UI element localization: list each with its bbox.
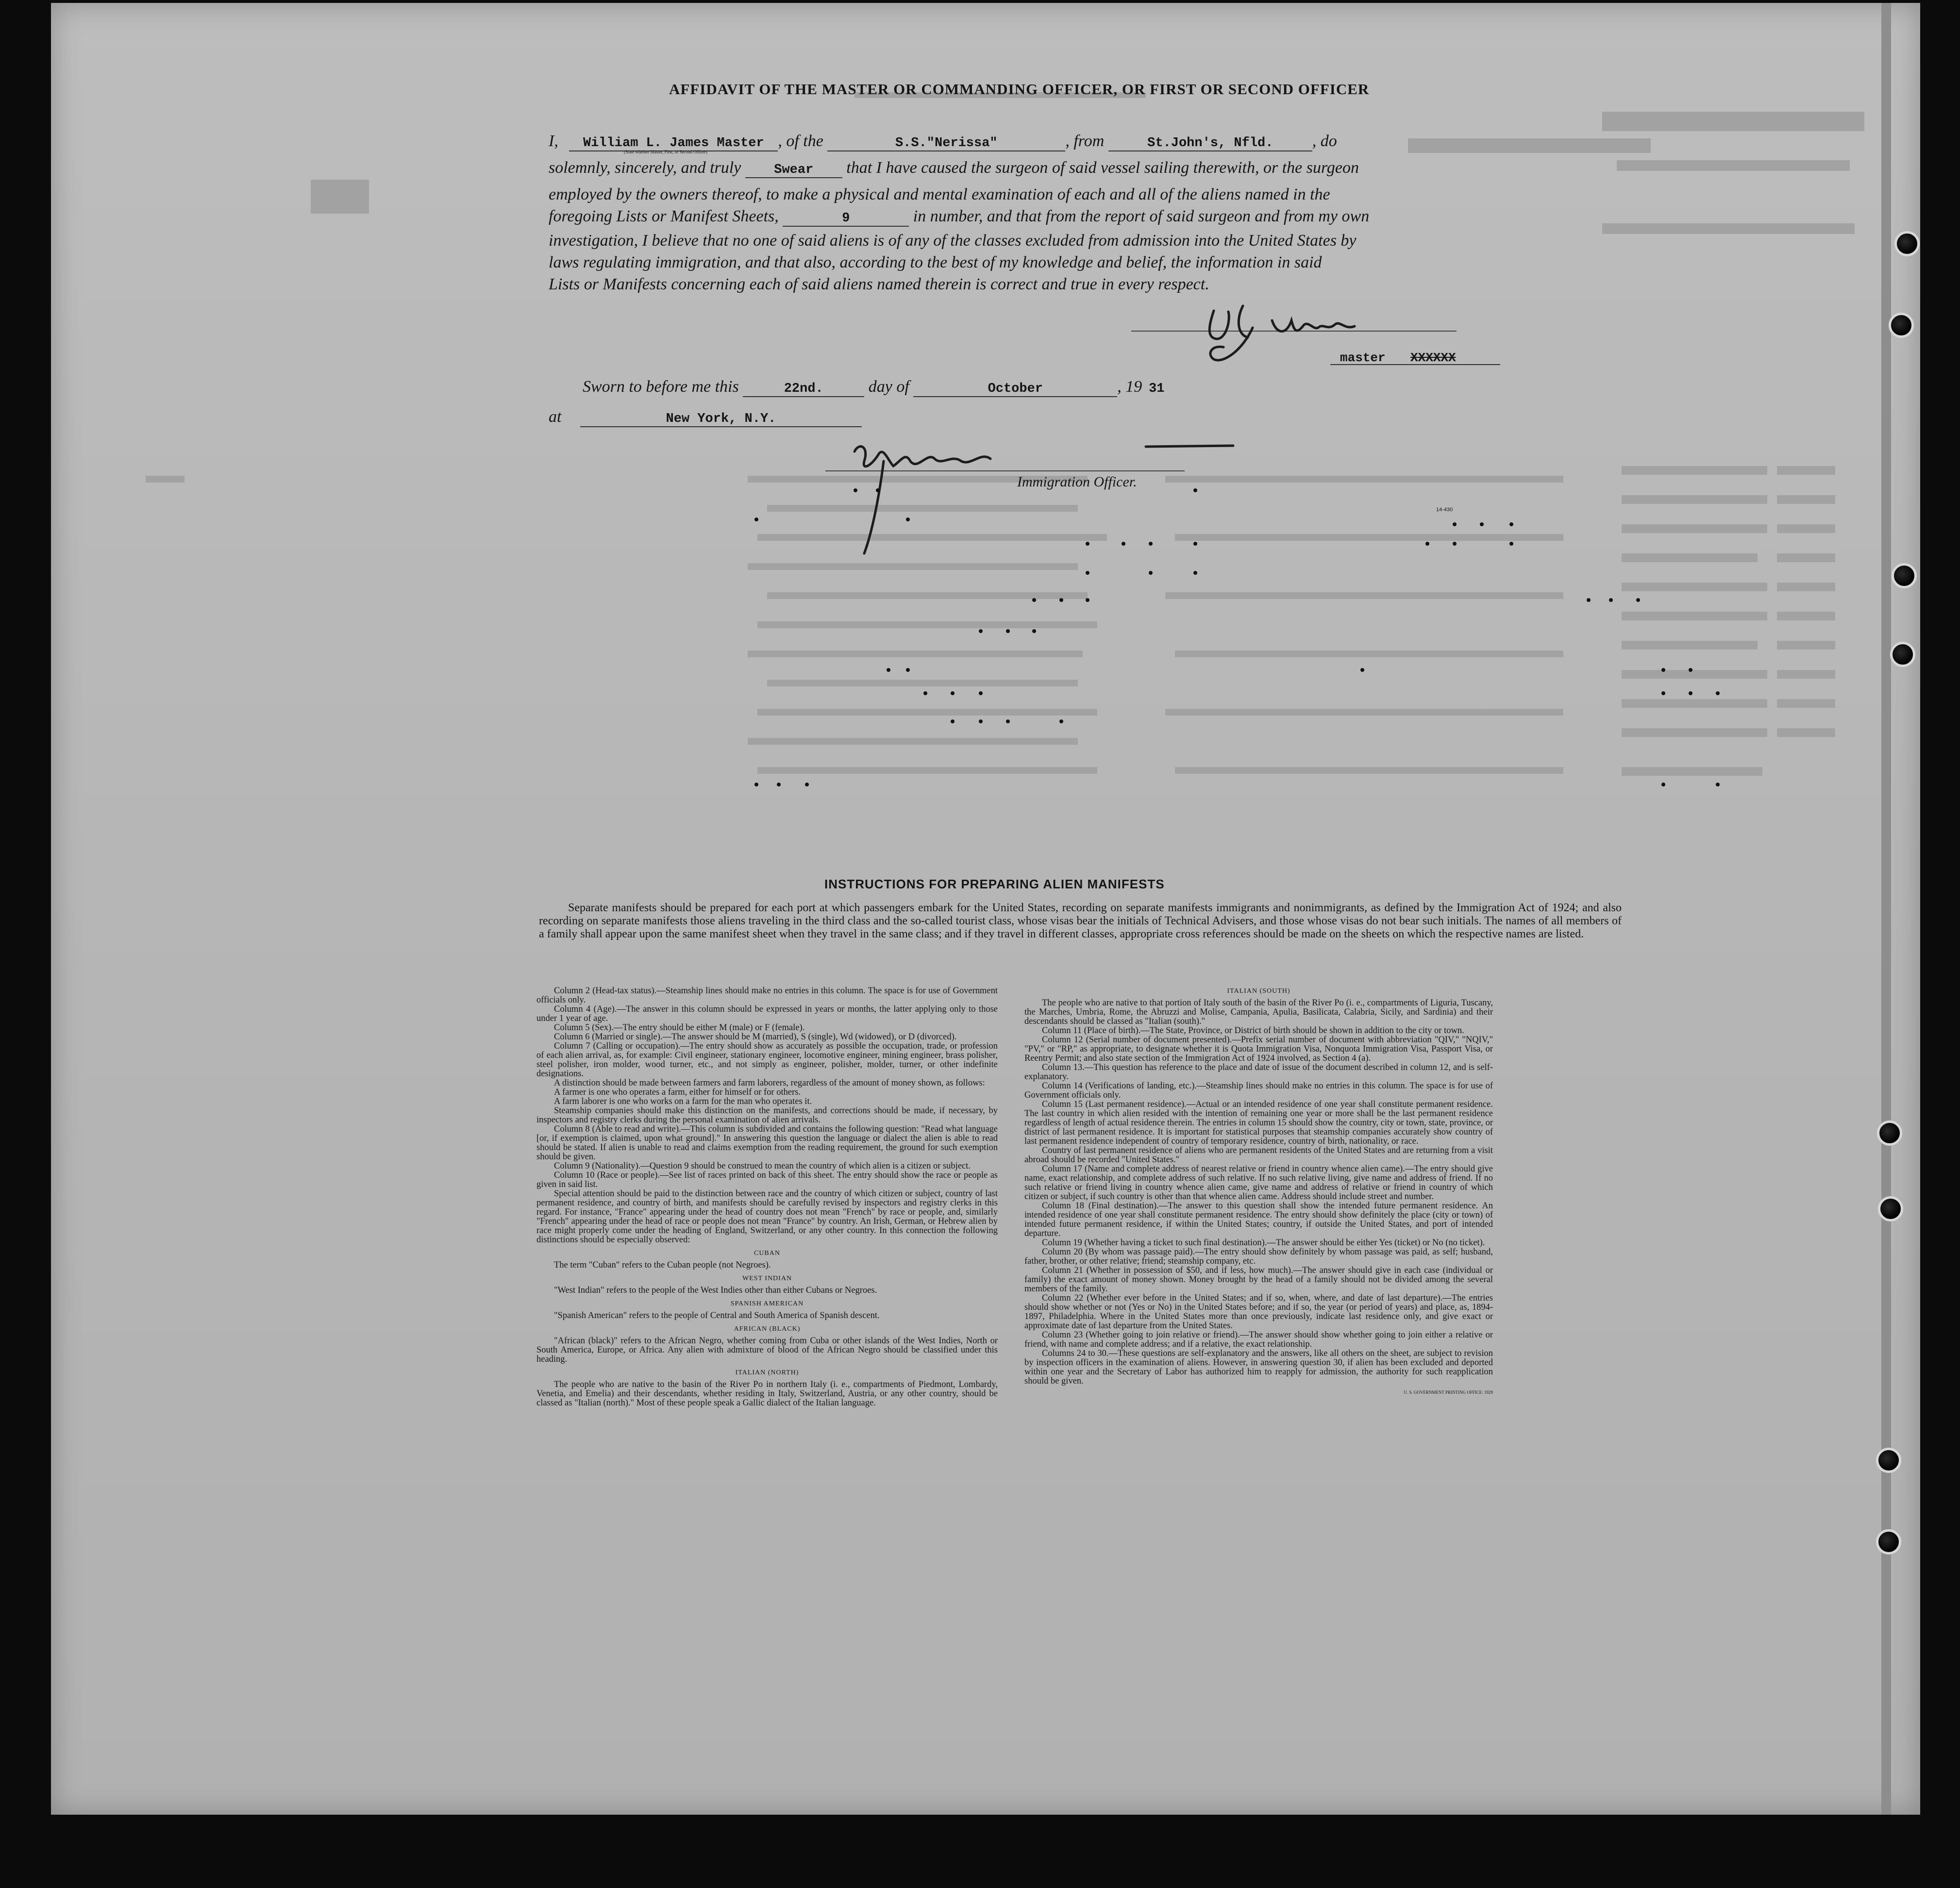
sworn-year-field: 31 — [1149, 382, 1165, 396]
instruction-paragraph: "West Indian" refers to the people of the West Indies other than either Cubans or Negroes. — [554, 1286, 877, 1295]
instruction-paragraph: Column 18 (Final destination).—The answer to this question shall show the intended future permanent residence. An intended residence of one year shall constitute permanent residence. The entry should show definitely the place (city or town) of intended future permanent residence, if within the United States; country, if outside the United States, and port of intended departure. — [1024, 1201, 1493, 1238]
instruction-paragraph: The people who are native to the basin of the River Po in northern Italy (i. e., compartments of Piedmont, Lombardy, Venetia, and Emelia) and their descendants, whether residing in Italy, Switzerland, Austria, or any other country, should be classed as "Italian (north)." Most of these people speak a Gallic dialect of the Italian language. — [536, 1380, 998, 1408]
instruction-paragraph: Column 4 (Age).—The answer in this column should be expressed in years or months, the latter applying only to those under 1 year of age. — [536, 1004, 998, 1023]
section-heading: WEST INDIAN — [742, 1275, 792, 1282]
affidavit-text: , 19 — [1117, 378, 1142, 396]
section-heading: AFRICAN (BLACK) — [734, 1325, 801, 1333]
instruction-paragraph: A farm laborer is one who works on a farm for the man who operates it. — [554, 1097, 812, 1106]
instruction-paragraph: A distinction should be made between farmers and farm laborers, regardless of the amount of money shown, as follows: — [554, 1078, 985, 1088]
section-heading: SPANISH AMERICAN — [730, 1300, 804, 1307]
affidavit-line-3: employed by the owners thereof, to make a physical and mental examination of each and all of the aliens named in the — [549, 185, 1330, 203]
instruction-paragraph: Column 21 (Whether in possession of $50, and if less, how much).—The answer should give in each case (individual or family) the exact amount of money shown. Money brought by the head of a family should not be divided among the several members of the family. — [1024, 1266, 1493, 1294]
officer-name-field: William L. James Master — [569, 136, 778, 151]
struck-title: XXXXXX — [1410, 351, 1456, 365]
sworn-month-field: October — [913, 382, 1117, 397]
vessel-name-field: S.S."Nerissa" — [827, 136, 1065, 151]
instruction-paragraph: Column 2 (Head-tax status).—Steamship lines should make no entries in this column. The space is for use of Government officials only. — [536, 986, 998, 1005]
instruction-paragraph: Columns 24 to 30.—These questions are self-explanatory and the answers, like all others on the sheet, are subject to revision by inspection officers in the examination of aliens. However, in answering question 30, if alien has been excluded and deported within one year and the Secretary of Labor has authorized him to reapply for admission, the authority for such reapplication should be given. — [1024, 1349, 1493, 1386]
affidavit-text: at — [549, 408, 562, 426]
section-heading: CUBAN — [754, 1250, 780, 1257]
instruction-paragraph: Column 12 (Serial number of document presented).—Prefix serial number of document with abbreviation "QIV," "NQIV," "PV," or "RP," as appropriate, to designate whether it is Quota Immigration Visa, Nonquota Immigration Visa, Passport Visa, or Reentry Permit; and also state section of the Immigration Act of 1924 involved, as Section 4 (a). — [1024, 1035, 1493, 1063]
affidavit-text: that I have caused the surgeon of said vessel sailing therewith, or the surgeon — [846, 159, 1359, 177]
instruction-paragraph: Column 13.—This question has reference to the place and date of issue of the document described in column 12, and is self-explanatory. — [1024, 1063, 1493, 1082]
form-code: 14-430 — [1436, 507, 1453, 513]
instructions-left-column — [536, 986, 998, 1408]
affidavit-title: AFFIDAVIT OF THE MASTER OR COMMANDING OFFICER, OR FIRST OR SECOND OFFICER — [669, 81, 1370, 98]
affidavit-text: , from — [1065, 132, 1105, 150]
instruction-paragraph: Column 20 (By whom was passage paid).—The entry should show definitely by whom passage was paid, as self; husband, father, brother, or other relative; friend; steamship company, etc. — [1024, 1247, 1493, 1266]
affidavit-line-5: investigation, I believe that no one of said aliens is of any of the classes excluded from admission into the United States by — [549, 232, 1357, 250]
officer-caption: (State whether Master, First, or Second Officer) — [624, 150, 707, 154]
instructions-intro: Separate manifests should be prepared for each port at which passengers embark for the United States, recording on separate manifests immigrants and nonimmigrants, as defined by the Immigration Act of 1924; and also recording on separate manifests those aliens traveling in the third class and the so-called tourist class, whose visas bear the initials of Technical Advisers, and those whose visas do not bear such initials. The names of all members of a family shall appear upon the same manifest sheet when they travel in the same class; and if they travel in different classes, appropriate cross references should be made on the sheets on which the respective names are listed. — [539, 902, 1622, 940]
affidavit-text: solemnly, sincerely, and truly — [549, 159, 741, 177]
instruction-paragraph: Column 10 (Race or people).—See list of races printed on back of this sheet. The entry should show the race or people as given in said list. — [536, 1170, 998, 1189]
master-title: master — [1340, 351, 1386, 365]
instruction-paragraph: Column 9 (Nationality).—Question 9 should be construed to mean the country of which alien is a citizen or subject. — [554, 1161, 971, 1171]
instruction-paragraph: "African (black)" refers to the African Negro, whether coming from Cuba or other islands of the West Indies, North or South America, Europe, or Africa. Any alien with admixture of blood of the African Negro should be classified under this heading. — [536, 1336, 998, 1364]
instruction-paragraph: The term "Cuban" refers to the Cuban people (not Negroes). — [554, 1260, 771, 1270]
instruction-paragraph: Column 11 (Place of birth).—The State, Province, or District of birth should be shown in addition to the city or town. — [1042, 1026, 1464, 1036]
instruction-paragraph: The people who are native to that portion of Italy south of the basin of the River Po (i. e., compartments of Liguria, Tuscany, the Marches, Umbria, Rome, the Abruzzi and Molise, Campania, Apulia, Basilicata, Calabria, Sicily, and Sardinia) and their descendants should be classed as "Italian (south)." — [1024, 998, 1493, 1026]
affidavit-text: in number, and that from the report of said surgeon and from my own — [913, 207, 1370, 225]
affidavit-line-7: Lists or Manifests concerning each of said aliens named therein is correct and true in every respect. — [549, 275, 1209, 293]
instruction-paragraph: Column 23 (Whether going to join relative or friend).—The answer should show whether going to join either a relative or friend, with name and complete address; and if a relative, the exact relationship. — [1024, 1330, 1493, 1349]
instruction-paragraph: Column 17 (Name and complete address of nearest relative or friend in country whence alien came).—The entry should give name, exact relationship, and complete address of such relative. If no such relative living, give name and address of friend. If no such relative or friend living in country whence alien came, give name and address of relative or friend in country of which citizen or subject, if such country is other than that whence alien came. Address should include street and number. — [1024, 1164, 1493, 1202]
section-heading: ITALIAN (NORTH) — [735, 1369, 799, 1376]
sworn-day-field: 22nd. — [743, 382, 864, 397]
instruction-paragraph: "Spanish American" refers to the people of Central and South America of Spanish descent. — [554, 1311, 880, 1320]
officer-caption: Immigration Officer. — [1017, 474, 1137, 490]
instruction-paragraph: Column 15 (Last permanent residence).—Actual or an intended residence of one year shall constitute permanent residence. The last country in which alien resided with the intention of remaining one year or more shall be the last permanent residence regardless of length of actual residence therein. The entries in column 15 should show the country, city or town, state, province, or district of last permanent residence. It is important for statistical purposes that steamship companies accurately show country of last permanent residence independent of country of temporary residence, country of birth, nationality, or race. — [1024, 1100, 1493, 1146]
instruction-paragraph: A farmer is one who operates a farm, either for himself or for others. — [554, 1087, 801, 1097]
affidavit-text: , of the — [778, 132, 823, 150]
affidavit-text: , do — [1312, 132, 1337, 150]
sheet-count-field: 9 — [783, 211, 909, 227]
affidavit-text: Sworn to before me this — [583, 378, 739, 396]
printer-imprint: U. S. GOVERNMENT PRINTING OFFICE: 1929 — [1404, 1390, 1493, 1395]
instruction-paragraph: Column 6 (Married or single).—The answer should be M (married), S (single), Wd (widowed), or D (divorced). — [554, 1032, 957, 1042]
affidavit-text: day of — [868, 378, 909, 396]
affidavit-text: I, — [549, 132, 558, 150]
affidavit-line-6: laws regulating immigration, and that also, according to the best of my knowledge and belief, the information in said — [549, 253, 1322, 271]
instructions-right-column — [1024, 986, 1493, 1397]
instructions-title: INSTRUCTIONS FOR PREPARING ALIEN MANIFESTS — [824, 877, 1165, 891]
instruction-paragraph: Column 7 (Calling or occupation).—The entry should show as accurately as possible the occupation, trade, or profession of each alien arrival, as, for example: Civil engineer, stationary engineer, locomotive engineer, mining engineer, brass polisher, steel polisher, iron molder, wood turner, etc., and not simply as engineer, polisher, molder, turner, or other indefinite designations. — [536, 1041, 998, 1079]
instruction-paragraph: Steamship companies should make this distinction on the manifests, and corrections should be made, if necessary, by inspectors and registry clerks during the personal examination of alien arrivals. — [536, 1106, 998, 1125]
instruction-paragraph: Column 5 (Sex).—The entry should be either M (male) or F (female). — [554, 1023, 805, 1033]
place-field: New York, N.Y. — [580, 412, 862, 427]
affidavit-text: foregoing Lists or Manifest Sheets, — [549, 207, 779, 225]
instruction-paragraph: Column 19 (Whether having a ticket to such final destination).—The answer should be either Yes (ticket) or No (no ticket). — [1042, 1238, 1485, 1248]
instruction-paragraph: Column 14 (Verifications of landing, etc.).—Steamship lines should make no entries in this column. The space is for use of Government officials only. — [1024, 1081, 1493, 1100]
section-heading: ITALIAN (SOUTH) — [1227, 987, 1290, 995]
instruction-paragraph: Special attention should be paid to the distinction between race and the country of which citizen or subject, country of last permanent residence, and country of birth, and manifests should be carefully revised by inspectors and registry clerks in this regard. For instance, "France" appearing under the head of country does not mean "French" by race or people, and, similarly "French" appearing under the head of race or people does not mean "France" by country. An Irish, German, or Hebrew alien by race might properly come under the heading of England, Switzerland, or any other country. In this connection the following distinctions should be especially observed: — [536, 1189, 998, 1245]
instruction-paragraph: Country of last permanent residence of aliens who are permanent residents of the United States and are returning from a visit abroad should be recorded "United States." — [1024, 1146, 1493, 1165]
instruction-paragraph: Column 22 (Whether ever before in the United States; and if so, when, where, and date of last departure).—The entries should show whether or not (Yes or No) in the United States before; and if so, the year (or period of years) and place, as, 1894-1897, Philadelphia. Where in the United States more than once previously, indicate last residence only, and give exact or approximate date of last departure from the United States. — [1024, 1293, 1493, 1331]
port-field: St.John's, Nfld. — [1108, 136, 1312, 151]
instruction-paragraph: Column 8 (Able to read and write).—This column is subdivided and contains the following question: "Read what language [or, if exemption is claimed, upon what ground]." In answering this question the language or dialect the alien is able to read should be stated. If alien is unable to read and claims exemption from the reading requirement, the ground for such exemption should be given. — [536, 1124, 998, 1162]
oath-field: Swear — [745, 163, 842, 178]
